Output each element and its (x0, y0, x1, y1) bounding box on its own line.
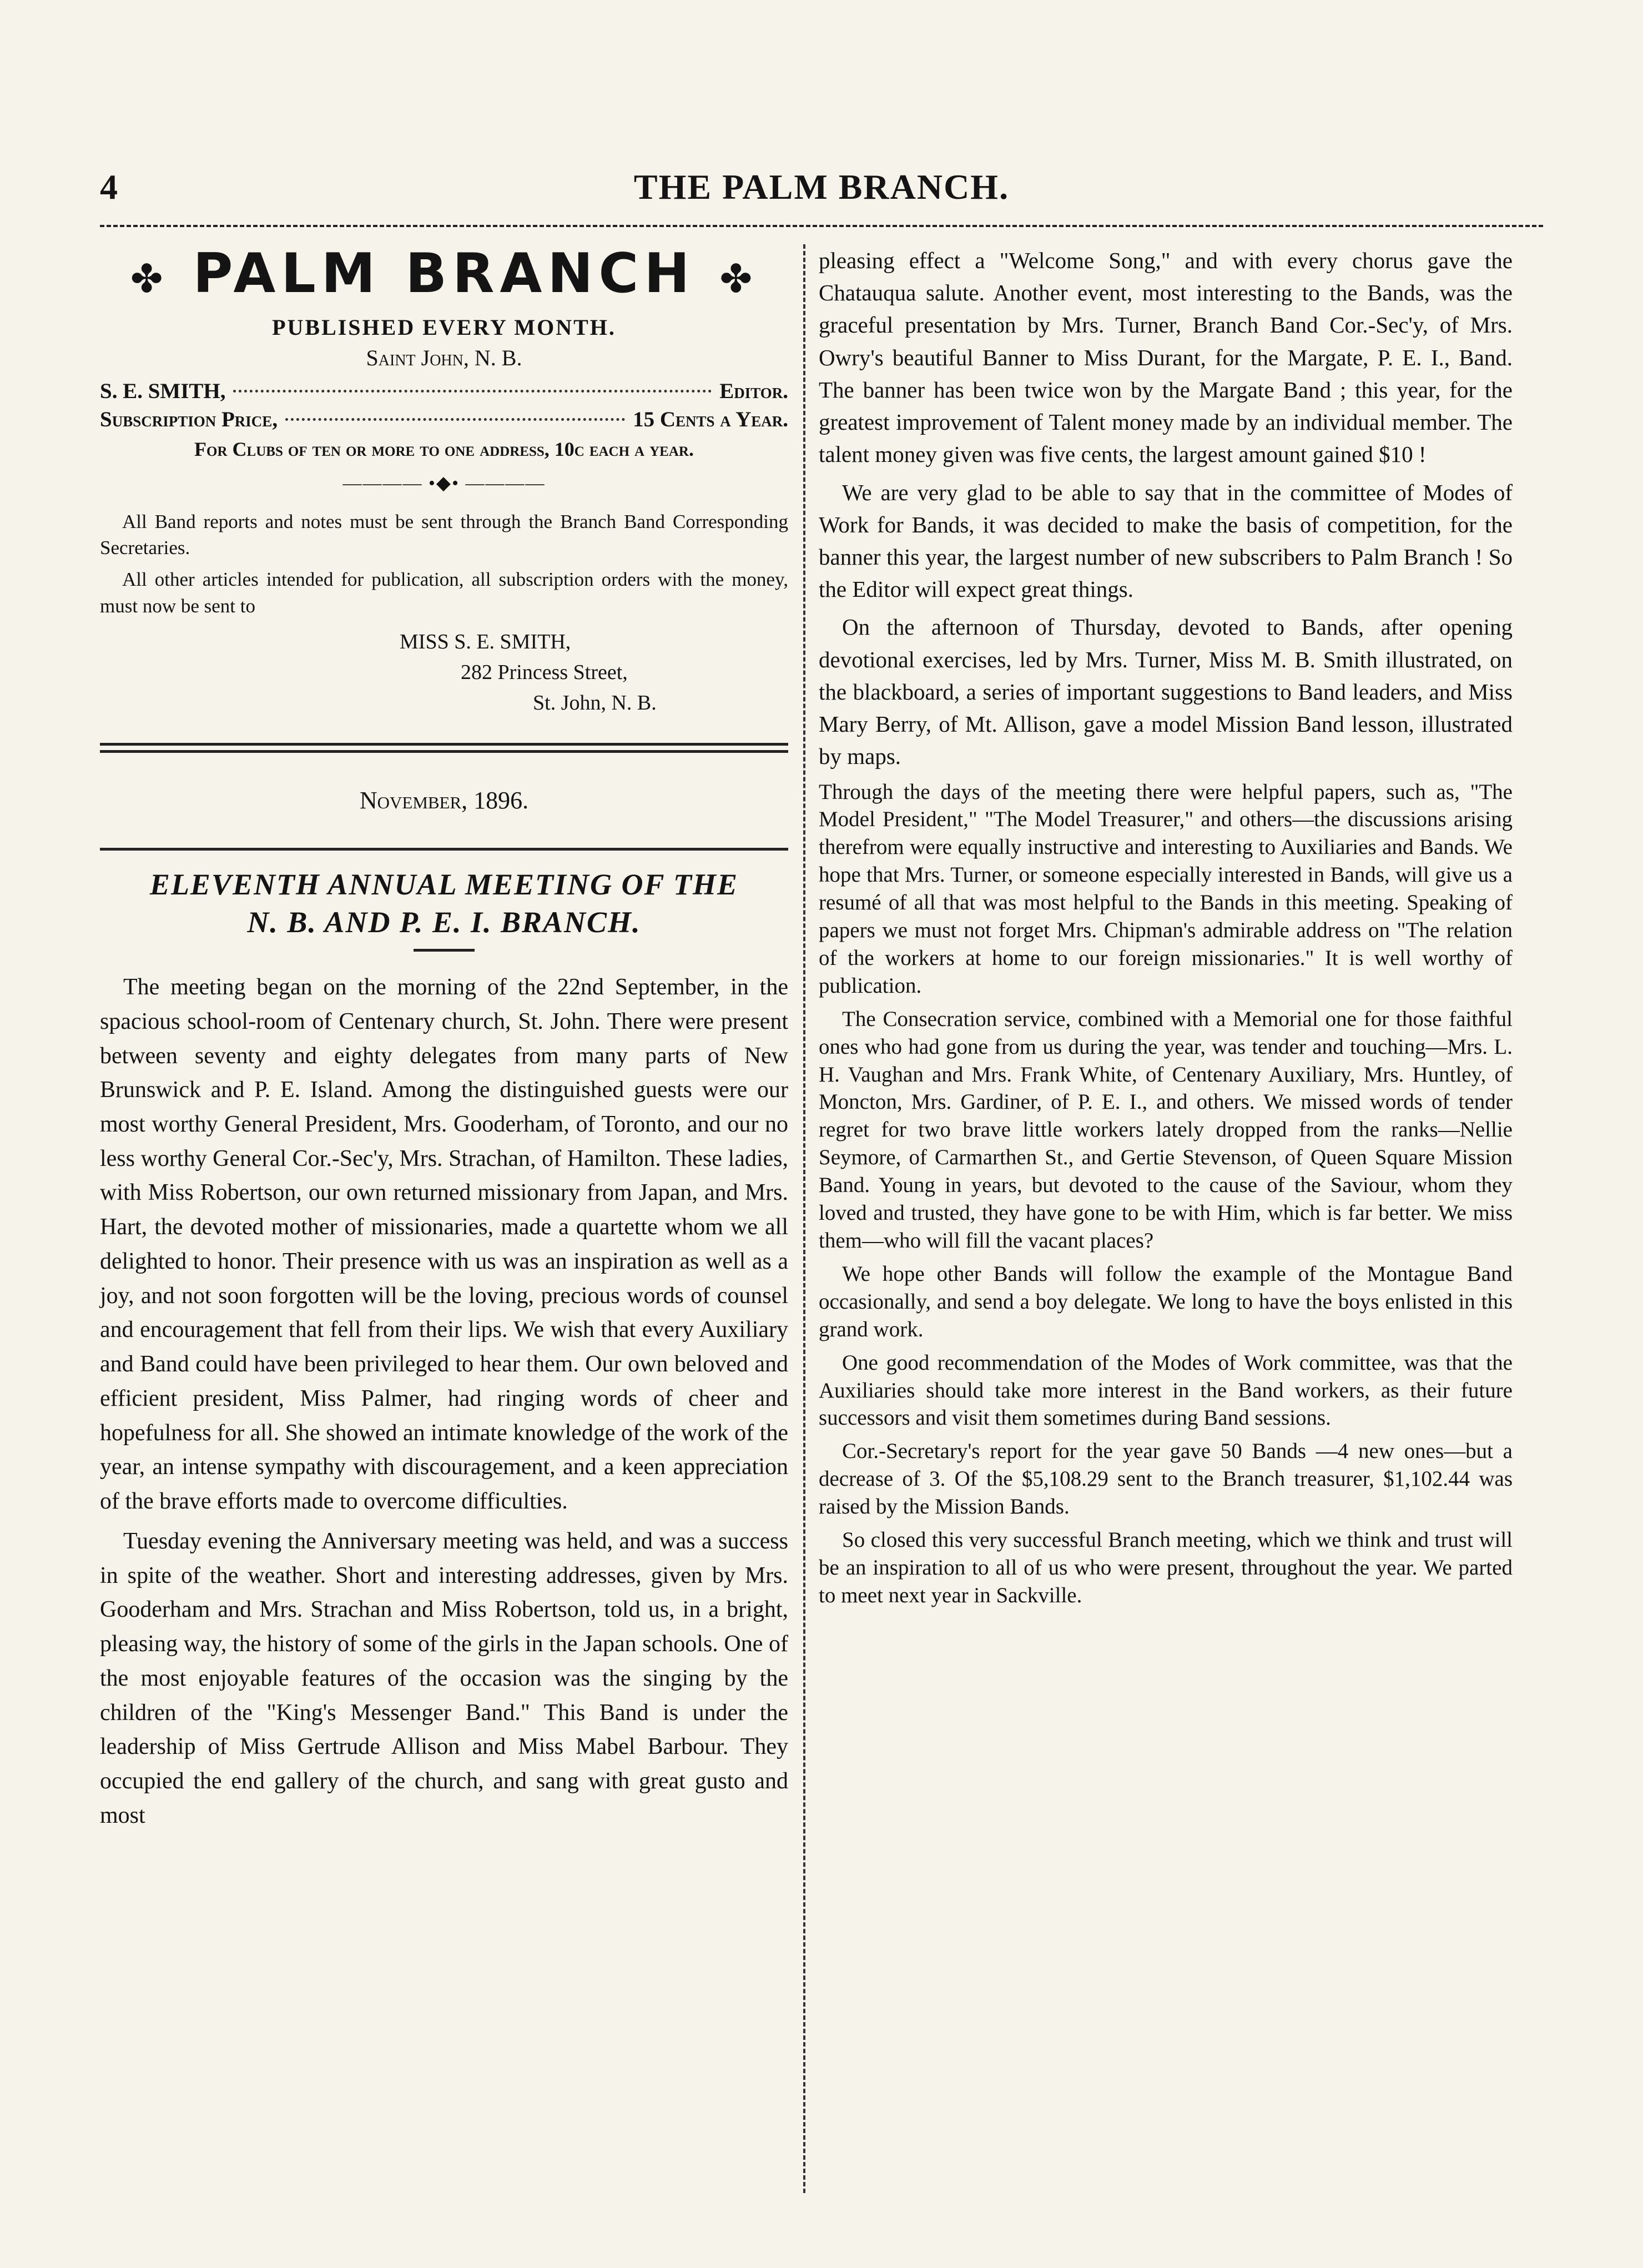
ornament-right-icon: ✤ (719, 256, 758, 301)
leader-dots (285, 418, 625, 421)
address-city: St. John, N. B. (533, 691, 657, 715)
double-rule (100, 743, 788, 753)
article-title-line1: ELEVENTH ANNUAL MEETING OF THE (149, 868, 739, 902)
article-paragraph: So closed this very successful Branch meeting, which we think and trust will be an inspiration to all of us who were present, throughout the year. We parted to meet next year in Sackville. (819, 1528, 1513, 1607)
article-title-line2: N. B. AND P. E. I. BRANCH. (247, 905, 641, 939)
header-rule (100, 225, 1543, 227)
leader-dots (233, 390, 712, 393)
price-label: Subscription Price, (100, 407, 278, 431)
divider-ornament: ———— •◆• ———— (342, 472, 546, 494)
address-name: MISS S. E. SMITH, (400, 630, 571, 653)
section-rule (100, 848, 788, 851)
price-line (100, 407, 788, 432)
article-paragraph: pleasing effect a "Welcome Song," and with every chorus gave the Chatauqua salute. Another event, most interesting to the Bands, was the graceful presentation by Mrs. Turner, Branch Band Cor.-Sec'y, of Mrs. Owry's beautiful Banner to Miss Durant, for the Margate, P. E. I., Band. The banner has been twice won by the Margate Band ; this year, for the greatest improvement of Talent money made by an individual member. The talent money given was five cents, the largest amount gained $10 ! (819, 248, 1513, 467)
address-street: 282 Princess Street, (461, 660, 628, 684)
band-notice: All Band reports and notes must be sent through the Branch Band Corresponding Secretaries. (100, 510, 788, 559)
article-paragraph: The Consecration service, combined with a Memorial one for those faithful ones who had gone from us during the year, was tender and touching—Mrs. L. H. Vaughan and Mrs. Frank White, of Centenary Auxiliary, Mrs. Huntley, of Moncton, Mrs. Gardiner, of P. E. I., and others. We missed words of tender regret for two brave little workers lately dropped from the ranks—Nellie Seymore, of Carmarthen St., and Gertie Stevenson, of Queen Square Mission Band. Young in years, but devoted to the cause of the Saviour, whom they loved and trusted, they have gone to be with Him, which is far better. We miss them—who will fill the vacant places? (819, 1007, 1513, 1253)
price-value: 15 Cents a Year. (633, 407, 788, 431)
editor-label: Editor. (719, 379, 788, 403)
editor-line (100, 379, 788, 404)
running-title: THE PALM BRANCH. (633, 167, 1010, 207)
masthead (100, 244, 788, 304)
title-rule (414, 949, 475, 952)
article-paragraph: Tuesday evening the Anniversary meeting was held, and was a success in spite of the weather. Short and interesting addresses, given by Mrs. Gooderham and Mrs. Strachan and Miss Robertson, told us, in a bright, pleasing way, the history of some of the girls in the Japan schools. One of the most enjoyable features of the occasion was the singing by the children of the "King's Messenger Band." This Band is under the leadership of Miss Gertrude Allison and Miss Mabel Barbour. They occupied the end gallery of the church, and sang with great gusto and most (100, 1528, 788, 1828)
left-column (100, 244, 788, 1838)
publication-frequency: PUBLISHED EVERY MONTH. (272, 314, 616, 340)
club-rate: For Clubs of ten or more to one address, 10c each a year. (194, 437, 694, 460)
article-title (100, 866, 788, 941)
article-paragraph: Through the days of the meeting there were helpful papers, such as, "The Model President," "The Model Treasurer," and others—the discussions arising therefrom were equally instructive and interesting to Auxiliaries and Bands. We hope that Mrs. Turner, or someone especially interested in Bands, will give us a resumé of all that was most helpful to the Bands in this meeting. Speaking of papers we must not forget Mrs. Chipman's admirable address on "The relation of the workers at home to our foreign missionaries." It is well worthy of publication. (819, 780, 1513, 998)
address-block (100, 627, 788, 718)
article-paragraph: One good recommendation of the Modes of Work committee, was that the Auxiliaries should take more interest in the Band workers, as their future successors and visit them sometimes during Band sessions. (819, 1350, 1513, 1430)
ornament-left-icon: ✤ (130, 256, 169, 301)
article-paragraph: On the afternoon of Thursday, devoted to Bands, after opening devotional exercises, led by Mrs. Turner, Miss M. B. Smith illustrated, on the blackboard, a series of important suggestions to Band leaders, and Miss Mary Berry, of Mt. Allison, gave a model Mission Band lesson, illustrated by maps. (819, 614, 1513, 770)
issue-date: November, 1896. (359, 787, 529, 814)
articles-notice: All other articles intended for publication, all subscription orders with the money, must now be sent to (100, 569, 788, 617)
article-paragraph: We are very glad to be able to say that in the committee of Modes of Work for Bands, it was decided to make the basis of competition, for the banner this year, the largest number of new subscribers to Palm Branch ! So the Editor will expect great things. (819, 479, 1513, 602)
right-column (819, 244, 1513, 1615)
publication-place: Saint John, N. B. (366, 345, 522, 370)
editor-name: S. E. SMITH, (100, 379, 226, 403)
running-head (0, 167, 1643, 217)
article-paragraph: The meeting began on the morning of the 22nd September, in the spacious school-room of Centenary church, St. John. There were present between seventy and eighty delegates from many parts of New Brunswick and P. E. Island. Among the distinguished guests were our most worthy General President, Mrs. Gooderham, of Toronto, and our no less worthy General Cor.-Sec'y, Mrs. Strachan, of Hamilton. These ladies, with Miss Robertson, our own returned missionary from Japan, and Mrs. Hart, the devoted mother of missionaries, made a quartette whom we all delighted to honor. Their presence with us was an inspiration as well as a joy, and not soon forgotten will be the loving, precious words of counsel and encouragement that fell from their lips. We wish that every Auxiliary and Band could have been privileged to hear them. Our own beloved and efficient president, Miss Palmer, had ringing words of cheer and hopefulness for all. She showed an intimate knowledge of the work of the year, an intense sympathy with discouragement, and a keen appreciation of the brave efforts made to overcome difficulties. (100, 974, 788, 1515)
masthead-title: PALM BRANCH (193, 242, 695, 305)
article-paragraph: Cor.-Secretary's report for the year gave 50 Bands —4 new ones—but a decrease of 3. Of the $5,108.29 sent to the Branch treasurer, $1,102.44 was raised by the Mission Bands. (819, 1439, 1513, 1519)
page-number: 4 (100, 167, 118, 207)
article-paragraph: We hope other Bands will follow the example of the Montague Band occasionally, and send a boy delegate. We long to have the boys enlisted in this grand work. (819, 1261, 1513, 1341)
column-divider (803, 244, 805, 2193)
